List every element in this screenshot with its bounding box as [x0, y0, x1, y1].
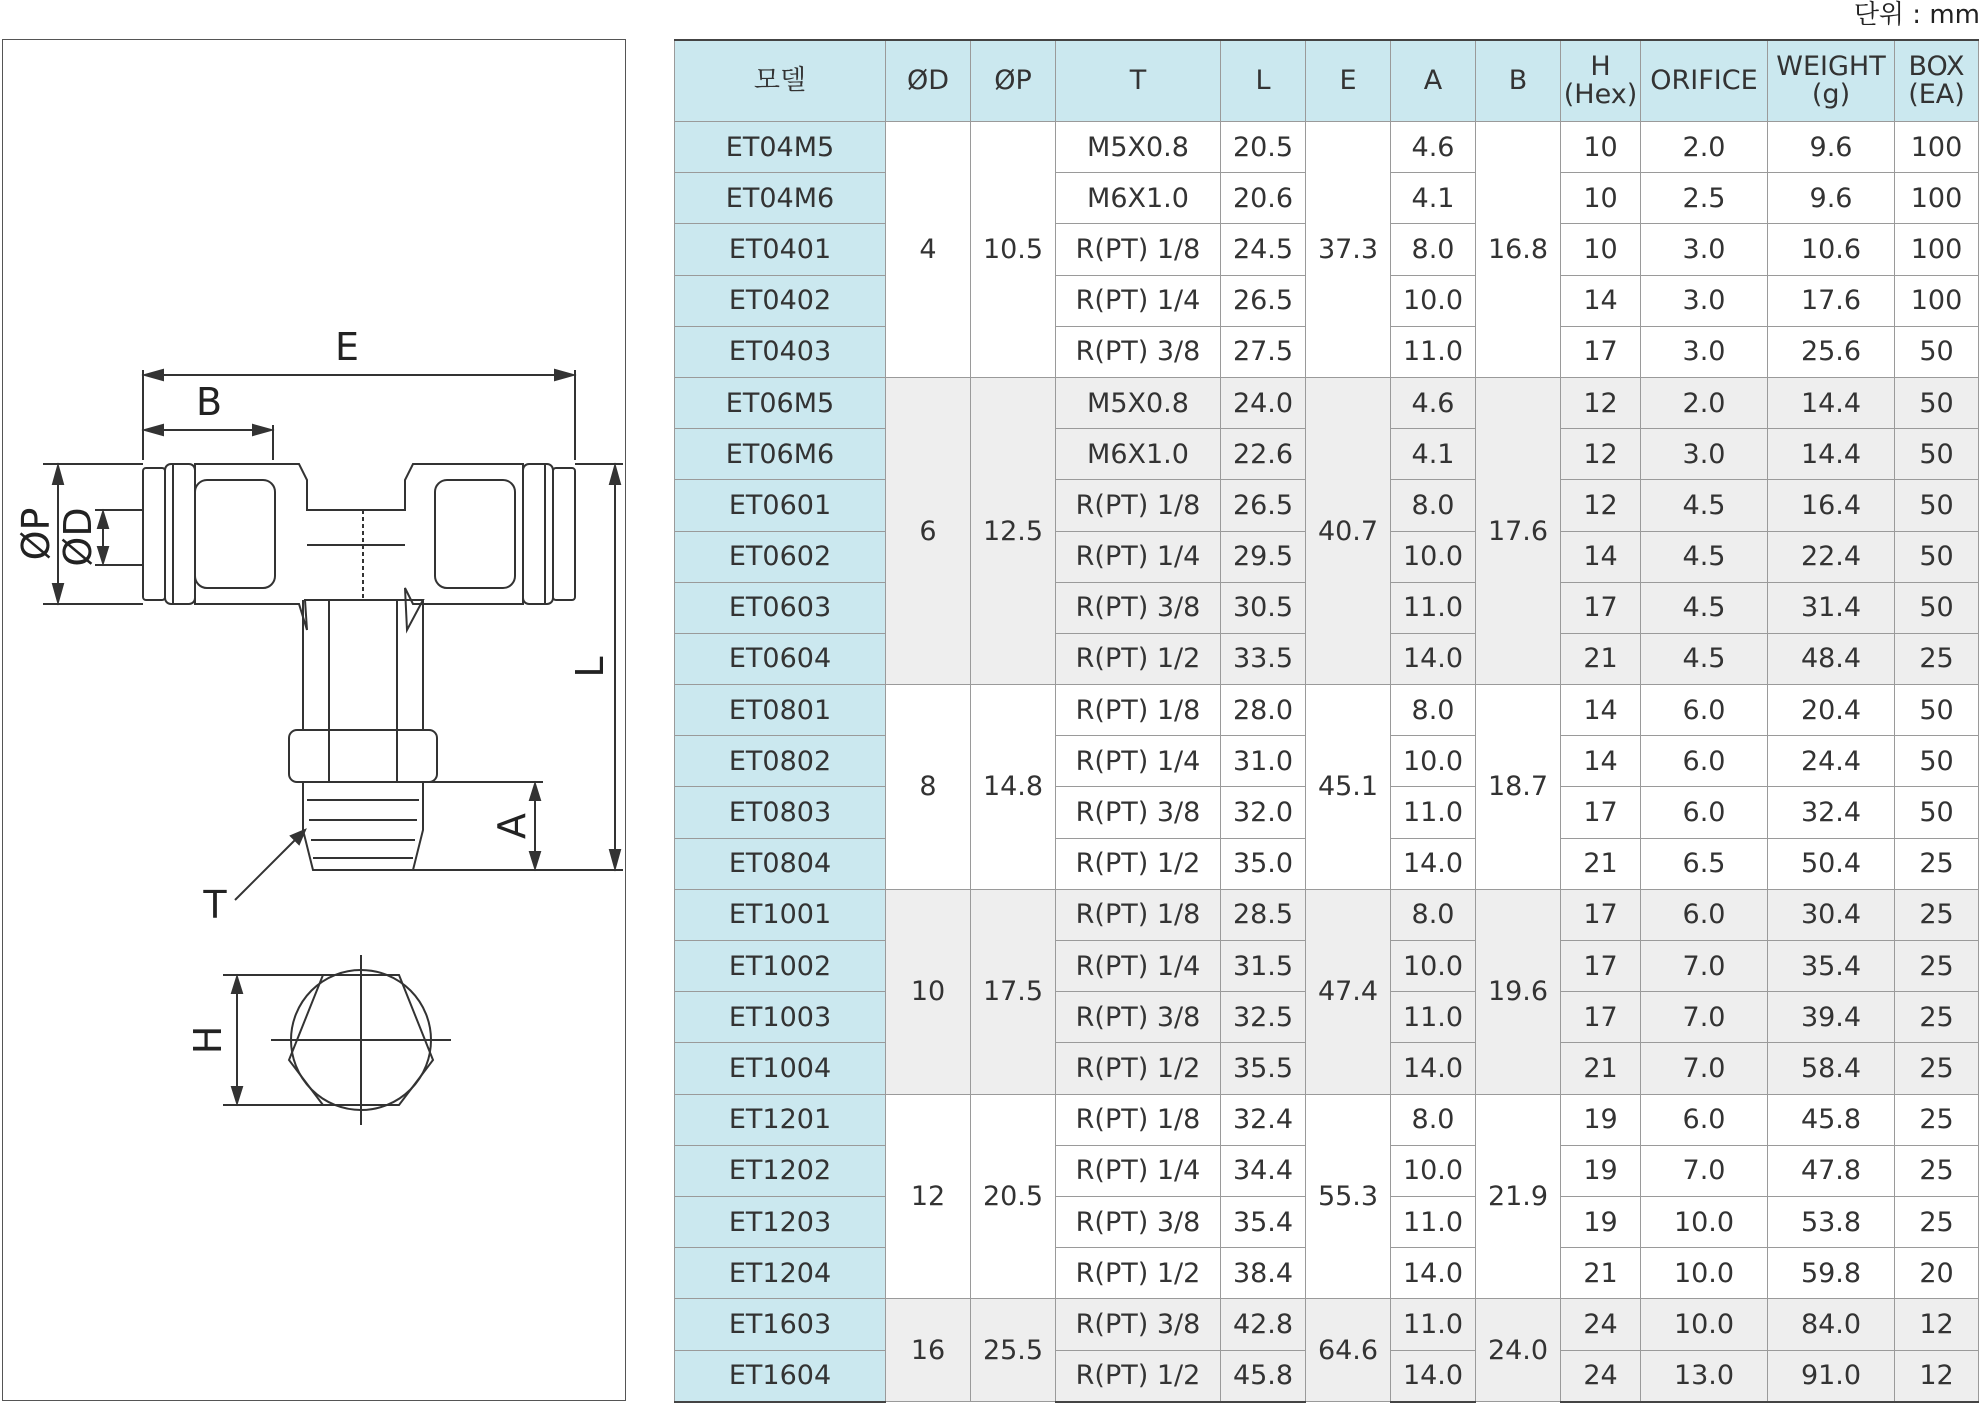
- cell-weight: 9.6: [1768, 122, 1895, 173]
- cell-thread: M6X1.0: [1056, 173, 1221, 224]
- column-header-sublabel: (Hex): [1563, 79, 1638, 110]
- cell-od: 6: [886, 377, 971, 684]
- column-header: [1641, 40, 1768, 122]
- cell-box: 50: [1895, 787, 1979, 838]
- cell-weight: 59.8: [1768, 1248, 1895, 1299]
- cell-h: 10: [1561, 224, 1641, 275]
- cell-thread: R(PT) 1/4: [1056, 531, 1221, 582]
- dimension-op-od: [14, 464, 143, 604]
- table-row: [675, 685, 1979, 736]
- cell-orifice: 10.0: [1641, 1299, 1768, 1350]
- unit-label: 단위 : mm: [1853, 0, 1980, 30]
- cell-a: 8.0: [1391, 889, 1476, 940]
- table-row: [675, 889, 1979, 940]
- cell-model: ET1203: [675, 1196, 886, 1247]
- cell-weight: 25.6: [1768, 326, 1895, 377]
- cell-weight: 32.4: [1768, 787, 1895, 838]
- cell-l: 45.8: [1221, 1350, 1306, 1402]
- cell-a: 10.0: [1391, 736, 1476, 787]
- cell-a: 11.0: [1391, 582, 1476, 633]
- cell-op: 12.5: [971, 377, 1056, 684]
- column-header-label: WEIGHT: [1776, 51, 1886, 82]
- cell-thread: R(PT) 1/8: [1056, 1094, 1221, 1145]
- cell-h: 14: [1561, 531, 1641, 582]
- cell-a: 4.1: [1391, 429, 1476, 480]
- cell-thread: R(PT) 1/2: [1056, 1248, 1221, 1299]
- cell-l: 27.5: [1221, 326, 1306, 377]
- cell-box: 20: [1895, 1248, 1979, 1299]
- cell-thread: R(PT) 1/8: [1056, 480, 1221, 531]
- cell-od: 12: [886, 1094, 971, 1299]
- cell-weight: 14.4: [1768, 377, 1895, 428]
- cell-weight: 50.4: [1768, 838, 1895, 889]
- cell-box: 100: [1895, 122, 1979, 173]
- cell-h: 17: [1561, 787, 1641, 838]
- cell-orifice: 7.0: [1641, 941, 1768, 992]
- cell-h: 21: [1561, 1248, 1641, 1299]
- cell-h: 12: [1561, 429, 1641, 480]
- cell-orifice: 7.0: [1641, 1043, 1768, 1094]
- cell-a: 14.0: [1391, 1248, 1476, 1299]
- cell-box: 25: [1895, 838, 1979, 889]
- cell-orifice: 2.0: [1641, 122, 1768, 173]
- column-header: [971, 40, 1056, 122]
- cell-a: 8.0: [1391, 685, 1476, 736]
- cell-op: 10.5: [971, 122, 1056, 378]
- cell-a: 8.0: [1391, 224, 1476, 275]
- cell-a: 14.0: [1391, 633, 1476, 684]
- cell-h: 24: [1561, 1299, 1641, 1350]
- cell-thread: M6X1.0: [1056, 429, 1221, 480]
- cell-box: 100: [1895, 173, 1979, 224]
- cell-op: 25.5: [971, 1299, 1056, 1402]
- cell-a: 4.6: [1391, 377, 1476, 428]
- cell-box: 50: [1895, 480, 1979, 531]
- cell-orifice: 3.0: [1641, 275, 1768, 326]
- cell-weight: 47.8: [1768, 1145, 1895, 1196]
- cell-orifice: 6.5: [1641, 838, 1768, 889]
- column-header: [1221, 40, 1306, 122]
- cell-e: 64.6: [1306, 1299, 1391, 1402]
- cell-box: 25: [1895, 889, 1979, 940]
- cell-weight: 9.6: [1768, 173, 1895, 224]
- cell-weight: 17.6: [1768, 275, 1895, 326]
- cell-model: ET06M5: [675, 377, 886, 428]
- column-header-sublabel: (EA): [1908, 79, 1965, 110]
- cell-a: 11.0: [1391, 1196, 1476, 1247]
- cell-b: 19.6: [1476, 889, 1561, 1094]
- cell-h: 17: [1561, 326, 1641, 377]
- cell-op: 17.5: [971, 889, 1056, 1094]
- cell-thread: R(PT) 1/8: [1056, 224, 1221, 275]
- cell-model: ET1604: [675, 1350, 886, 1402]
- cell-orifice: 4.5: [1641, 633, 1768, 684]
- cell-model: ET0803: [675, 787, 886, 838]
- cell-thread: R(PT) 1/2: [1056, 1350, 1221, 1402]
- cell-h: 19: [1561, 1094, 1641, 1145]
- cell-box: 50: [1895, 531, 1979, 582]
- cell-l: 35.4: [1221, 1196, 1306, 1247]
- cell-l: 26.5: [1221, 275, 1306, 326]
- cell-op: 20.5: [971, 1094, 1056, 1299]
- cell-b: 18.7: [1476, 685, 1561, 890]
- dimension-a: [423, 782, 543, 868]
- cell-a: 11.0: [1391, 326, 1476, 377]
- cell-l: 20.5: [1221, 122, 1306, 173]
- cell-thread: R(PT) 3/8: [1056, 992, 1221, 1043]
- table-header-row: [675, 40, 1979, 122]
- label-b: B: [195, 380, 223, 424]
- cell-box: 25: [1895, 1196, 1979, 1247]
- label-od: ØD: [56, 507, 100, 567]
- cell-orifice: 4.5: [1641, 480, 1768, 531]
- table-body: [675, 122, 1979, 1402]
- cell-thread: R(PT) 1/2: [1056, 633, 1221, 684]
- cell-e: 47.4: [1306, 889, 1391, 1094]
- cell-h: 19: [1561, 1145, 1641, 1196]
- cell-box: 50: [1895, 377, 1979, 428]
- cell-a: 4.1: [1391, 173, 1476, 224]
- cell-model: ET1201: [675, 1094, 886, 1145]
- cell-h: 10: [1561, 173, 1641, 224]
- cell-orifice: 2.0: [1641, 377, 1768, 428]
- cell-model: ET1001: [675, 889, 886, 940]
- cell-l: 24.0: [1221, 377, 1306, 428]
- cell-l: 32.4: [1221, 1094, 1306, 1145]
- cell-weight: 22.4: [1768, 531, 1895, 582]
- cell-weight: 31.4: [1768, 582, 1895, 633]
- cell-l: 32.5: [1221, 992, 1306, 1043]
- dimension-l: [413, 464, 623, 870]
- tee-fitting-drawing: [3, 40, 627, 1402]
- cell-weight: 16.4: [1768, 480, 1895, 531]
- cell-orifice: 7.0: [1641, 1145, 1768, 1196]
- column-header-label: 모델: [753, 65, 807, 96]
- cell-a: 11.0: [1391, 787, 1476, 838]
- cell-l: 30.5: [1221, 582, 1306, 633]
- cell-model: ET06M6: [675, 429, 886, 480]
- cell-e: 55.3: [1306, 1094, 1391, 1299]
- cell-l: 31.0: [1221, 736, 1306, 787]
- cell-model: ET1204: [675, 1248, 886, 1299]
- dimension-b: [145, 380, 273, 460]
- cell-b: 24.0: [1476, 1299, 1561, 1402]
- cell-h: 12: [1561, 480, 1641, 531]
- cell-thread: R(PT) 3/8: [1056, 1299, 1221, 1350]
- column-header: [1306, 40, 1391, 122]
- label-l: L: [568, 656, 612, 678]
- column-header-label: ØP: [994, 65, 1032, 96]
- cell-model: ET0602: [675, 531, 886, 582]
- cell-h: 19: [1561, 1196, 1641, 1247]
- cell-a: 10.0: [1391, 1145, 1476, 1196]
- table-row: [675, 1094, 1979, 1145]
- cell-weight: 35.4: [1768, 941, 1895, 992]
- cell-l: 35.0: [1221, 838, 1306, 889]
- cell-thread: R(PT) 1/2: [1056, 1043, 1221, 1094]
- cell-a: 10.0: [1391, 531, 1476, 582]
- cell-model: ET0403: [675, 326, 886, 377]
- cell-l: 35.5: [1221, 1043, 1306, 1094]
- cell-model: ET0604: [675, 633, 886, 684]
- cell-e: 40.7: [1306, 377, 1391, 684]
- cell-orifice: 4.5: [1641, 531, 1768, 582]
- cell-h: 21: [1561, 1043, 1641, 1094]
- cell-od: 4: [886, 122, 971, 378]
- cell-orifice: 6.0: [1641, 736, 1768, 787]
- column-header: [1768, 40, 1895, 122]
- cell-b: 16.8: [1476, 122, 1561, 378]
- cell-weight: 39.4: [1768, 992, 1895, 1043]
- table-row: [675, 377, 1979, 428]
- cell-box: 25: [1895, 941, 1979, 992]
- cell-l: 24.5: [1221, 224, 1306, 275]
- cell-b: 17.6: [1476, 377, 1561, 684]
- column-header-label: ORIFICE: [1650, 65, 1758, 96]
- dimension-t: [202, 830, 305, 927]
- cell-model: ET1603: [675, 1299, 886, 1350]
- cell-weight: 30.4: [1768, 889, 1895, 940]
- cell-box: 25: [1895, 633, 1979, 684]
- specification-table: [674, 39, 1979, 1403]
- cell-box: 25: [1895, 992, 1979, 1043]
- column-header: [1895, 40, 1979, 122]
- cell-box: 25: [1895, 1145, 1979, 1196]
- column-header-label: L: [1255, 65, 1271, 96]
- cell-thread: R(PT) 3/8: [1056, 326, 1221, 377]
- cell-orifice: 7.0: [1641, 992, 1768, 1043]
- cell-thread: R(PT) 1/2: [1056, 838, 1221, 889]
- cell-thread: R(PT) 1/4: [1056, 941, 1221, 992]
- cell-h: 17: [1561, 889, 1641, 940]
- cell-thread: R(PT) 3/8: [1056, 787, 1221, 838]
- cell-a: 14.0: [1391, 838, 1476, 889]
- cell-l: 31.5: [1221, 941, 1306, 992]
- label-op: ØP: [14, 507, 58, 561]
- cell-h: 12: [1561, 377, 1641, 428]
- fitting-stem: [289, 600, 437, 870]
- column-header-label: E: [1339, 65, 1357, 96]
- cell-orifice: 3.0: [1641, 326, 1768, 377]
- cell-model: ET0601: [675, 480, 886, 531]
- cell-weight: 24.4: [1768, 736, 1895, 787]
- hex-view: [186, 955, 451, 1125]
- cell-thread: R(PT) 1/4: [1056, 736, 1221, 787]
- cell-weight: 58.4: [1768, 1043, 1895, 1094]
- column-header-label: BOX: [1908, 51, 1965, 82]
- cell-l: 38.4: [1221, 1248, 1306, 1299]
- cell-weight: 91.0: [1768, 1350, 1895, 1402]
- cell-box: 25: [1895, 1094, 1979, 1145]
- label-a: A: [490, 813, 534, 839]
- cell-box: 50: [1895, 582, 1979, 633]
- cell-a: 10.0: [1391, 941, 1476, 992]
- column-header-label: A: [1423, 65, 1443, 96]
- cell-h: 14: [1561, 275, 1641, 326]
- cell-od: 8: [886, 685, 971, 890]
- cell-weight: 48.4: [1768, 633, 1895, 684]
- cell-model: ET1202: [675, 1145, 886, 1196]
- cell-h: 24: [1561, 1350, 1641, 1402]
- cell-orifice: 2.5: [1641, 173, 1768, 224]
- cell-weight: 14.4: [1768, 429, 1895, 480]
- cell-box: 12: [1895, 1350, 1979, 1402]
- cell-thread: R(PT) 1/4: [1056, 275, 1221, 326]
- cell-h: 21: [1561, 838, 1641, 889]
- cell-orifice: 6.0: [1641, 685, 1768, 736]
- cell-model: ET0804: [675, 838, 886, 889]
- cell-h: 14: [1561, 685, 1641, 736]
- cell-box: 100: [1895, 224, 1979, 275]
- column-header: [1476, 40, 1561, 122]
- label-t: T: [203, 883, 227, 927]
- fitting-body: [143, 464, 575, 630]
- cell-op: 14.8: [971, 685, 1056, 890]
- cell-h: 21: [1561, 633, 1641, 684]
- cell-model: ET0801: [675, 685, 886, 736]
- cell-orifice: 3.0: [1641, 429, 1768, 480]
- cell-l: 29.5: [1221, 531, 1306, 582]
- cell-h: 17: [1561, 941, 1641, 992]
- cell-model: ET04M5: [675, 122, 886, 173]
- cell-model: ET1004: [675, 1043, 886, 1094]
- cell-thread: M5X0.8: [1056, 377, 1221, 428]
- table-row: [675, 122, 1979, 173]
- column-header-label: ØD: [906, 65, 950, 96]
- cell-box: 25: [1895, 1043, 1979, 1094]
- cell-model: ET0603: [675, 582, 886, 633]
- cell-l: 20.6: [1221, 173, 1306, 224]
- cell-model: ET0401: [675, 224, 886, 275]
- column-header: [1391, 40, 1476, 122]
- cell-a: 8.0: [1391, 1094, 1476, 1145]
- cell-thread: R(PT) 3/8: [1056, 582, 1221, 633]
- column-header-label: B: [1508, 65, 1528, 96]
- cell-box: 12: [1895, 1299, 1979, 1350]
- cell-thread: R(PT) 1/4: [1056, 1145, 1221, 1196]
- cell-model: ET1002: [675, 941, 886, 992]
- cell-box: 50: [1895, 736, 1979, 787]
- cell-orifice: 13.0: [1641, 1350, 1768, 1402]
- cell-a: 8.0: [1391, 480, 1476, 531]
- column-header: [1561, 40, 1641, 122]
- cell-box: 100: [1895, 275, 1979, 326]
- cell-l: 34.4: [1221, 1145, 1306, 1196]
- cell-weight: 53.8: [1768, 1196, 1895, 1247]
- cell-weight: 45.8: [1768, 1094, 1895, 1145]
- cell-model: ET0802: [675, 736, 886, 787]
- column-header: [675, 40, 886, 122]
- cell-l: 28.0: [1221, 685, 1306, 736]
- cell-thread: R(PT) 3/8: [1056, 1196, 1221, 1247]
- cell-l: 26.5: [1221, 480, 1306, 531]
- cell-thread: R(PT) 1/8: [1056, 685, 1221, 736]
- cell-a: 11.0: [1391, 1299, 1476, 1350]
- cell-orifice: 6.0: [1641, 889, 1768, 940]
- column-header-sublabel: (g): [1811, 79, 1851, 110]
- cell-a: 11.0: [1391, 992, 1476, 1043]
- cell-l: 32.0: [1221, 787, 1306, 838]
- cell-box: 50: [1895, 685, 1979, 736]
- cell-weight: 10.6: [1768, 224, 1895, 275]
- cell-od: 10: [886, 889, 971, 1094]
- cell-box: 50: [1895, 326, 1979, 377]
- cell-thread: M5X0.8: [1056, 122, 1221, 173]
- cell-weight: 84.0: [1768, 1299, 1895, 1350]
- cell-model: ET1003: [675, 992, 886, 1043]
- cell-orifice: 10.0: [1641, 1196, 1768, 1247]
- cell-orifice: 6.0: [1641, 787, 1768, 838]
- cell-od: 16: [886, 1299, 971, 1402]
- cell-e: 45.1: [1306, 685, 1391, 890]
- cell-l: 33.5: [1221, 633, 1306, 684]
- cell-model: ET04M6: [675, 173, 886, 224]
- cell-l: 28.5: [1221, 889, 1306, 940]
- cell-a: 14.0: [1391, 1043, 1476, 1094]
- cell-a: 10.0: [1391, 275, 1476, 326]
- cell-h: 17: [1561, 582, 1641, 633]
- cell-orifice: 4.5: [1641, 582, 1768, 633]
- cell-orifice: 3.0: [1641, 224, 1768, 275]
- cell-orifice: 6.0: [1641, 1094, 1768, 1145]
- table-row: [675, 1299, 1979, 1350]
- cell-l: 42.8: [1221, 1299, 1306, 1350]
- column-header: [1056, 40, 1221, 122]
- column-header-label: H: [1590, 51, 1611, 82]
- cell-h: 10: [1561, 122, 1641, 173]
- cell-h: 17: [1561, 992, 1641, 1043]
- cell-thread: R(PT) 1/8: [1056, 889, 1221, 940]
- label-h: H: [186, 1025, 230, 1055]
- cell-e: 37.3: [1306, 122, 1391, 378]
- cell-box: 50: [1895, 429, 1979, 480]
- cell-orifice: 10.0: [1641, 1248, 1768, 1299]
- cell-b: 21.9: [1476, 1094, 1561, 1299]
- cell-weight: 20.4: [1768, 685, 1895, 736]
- technical-drawing-panel: [2, 39, 626, 1401]
- cell-l: 22.6: [1221, 429, 1306, 480]
- cell-h: 14: [1561, 736, 1641, 787]
- column-header-label: T: [1129, 65, 1147, 96]
- column-header: [886, 40, 971, 122]
- label-e: E: [334, 325, 360, 369]
- cell-a: 14.0: [1391, 1350, 1476, 1402]
- cell-model: ET0402: [675, 275, 886, 326]
- cell-a: 4.6: [1391, 122, 1476, 173]
